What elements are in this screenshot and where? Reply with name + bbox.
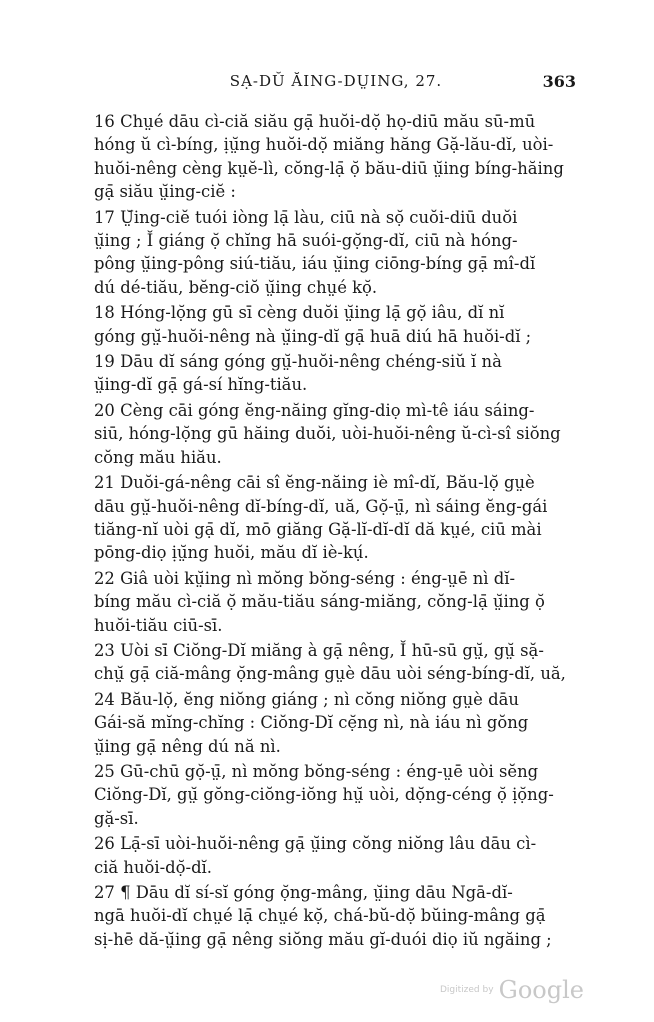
verse-paragraph (94, 760, 580, 830)
verse-line: dāu gṳ̆-huŏi-nêng dĭ-bíng-dĭ, uă, Gọ̆-ṳ̄, nì sáing ĕng-gái (94, 496, 548, 516)
verse-line: huŏi-nêng cèng kṳĕ-lì, cŏng-lạ̄ ọ̆ bău-diū ṳ̆ing bíng-hăing (94, 158, 564, 178)
verse-line: huŏi-tiău ciū-sī. (94, 615, 223, 635)
digitization-watermark (440, 976, 584, 1006)
verse-line: chṳ̆ gạ̄ ciă-mâng ọ̆ng-mâng gṳè dāu uòi séng-bíng-dĭ, uă, (94, 664, 566, 684)
verse-line: Ciŏng-Dĭ, gṳ̆ gŏng-ciŏng-iŏng hṳ̆ uòi, dọ̆ng-céng ọ̆ ịọ̆ng- (94, 785, 554, 805)
verse-line: gặ-sī. (94, 808, 139, 828)
verse-line: ṳ̆ing-dĭ gạ̄ gá-sí hĭng-tiău. (94, 375, 308, 395)
verse-line: ṳ̆ing ; Ĭ giáng ọ̆ chĭng hā suói-gọ̆ng-dĭ, ciū nà hóng- (94, 231, 518, 251)
verse-line: gạ̄ siău ṳ̆ing-ciĕ : (94, 182, 236, 202)
google-logo-text: Google (498, 976, 584, 1004)
verse-paragraph (94, 639, 580, 686)
verse-line: 19 Dāu dĭ sáng góng gṳ̆-huŏi-nêng chéng-siŭ ĭ nà (94, 352, 502, 372)
verse-paragraph (94, 567, 580, 637)
verse-line: góng gṳ̆-huŏi-nêng nà ṳ̆ing-dĭ gạ̄ huā diú hā huŏi-dĭ ; (94, 326, 532, 346)
verse-line: 16 Chṳé dāu cì-ciă siău gạ̄ huŏi-dọ̆ họ-diū mău sū-mū (94, 112, 536, 131)
verse-paragraph (94, 301, 580, 348)
page-number: 363 (542, 72, 576, 91)
verse-line: ṳ̆ing gạ̄ nêng dú nă nì. (94, 736, 281, 756)
verse-line: 27 ¶ Dāu dĭ sí-sĭ góng ọ̆ng-mâng, ṳ̆ing dāu Ngā-dĭ- (94, 883, 513, 902)
verse-line: cŏng mău hiău. (94, 447, 222, 467)
verse-line: sị-hē dă-ṳ̆ing gạ̄ nêng siŏng mău gĭ-duói diọ iŭ ngăing ; (94, 929, 552, 949)
text-block (94, 110, 580, 953)
verse-paragraph (94, 206, 580, 300)
verse-line: ciă huŏi-dọ̆-dĭ. (94, 857, 213, 877)
verse-line: pông ṳ̆ing-pông siú-tiău, iáu ṳ̆ing ciōng-bíng gạ̄ mî-dĭ (94, 254, 536, 274)
verse-line: 17 Ṳ̆ing-ciĕ tuói iòng lạ̄ làu, ciū nà sọ̆ cuŏi-diū duŏi (94, 207, 518, 227)
verse-line: 26 Lạ̄-sī uòi-huŏi-nêng gạ̄ ṳ̆ing cŏng niŏng lâu dāu cì- (94, 834, 537, 854)
verse-paragraph (94, 832, 580, 879)
verse-line: Gái-să mĭng-chĭng : Ciŏng-Dĭ cẹ̆ng nì, nà iáu nì gŏng (94, 713, 529, 733)
digitized-by-label: Digitized by (440, 985, 494, 995)
verse-line: pōng-diọ ịṳ̆ng huŏi, mău dĭ iè-kụ́. (94, 543, 369, 563)
verse-line: 20 Cèng cāi góng ĕng-năing gĭng-diọ mì-tê iáu sáing- (94, 400, 535, 420)
verse-line: 25 Gū-chū gọ̆-ṳ̄, nì mŏng bŏng-séng : éng-ṳē uòi sĕng (94, 761, 539, 781)
page-header (96, 72, 576, 96)
verse-line: ngā huŏi-dĭ chṳé lạ̄ chṳé kọ̆, chá-bŭ-dọ̆ bŭing-mâng gạ̄ (94, 906, 546, 926)
verse-paragraph (94, 471, 580, 565)
verse-line: 23 Uòi sī Ciŏng-Dĭ miăng à gạ̄ nêng, Ĭ hū-sū gṳ̆, gṳ̆ sặ- (94, 640, 544, 660)
verse-paragraph (94, 350, 580, 397)
verse-line: dú dé-tiău, bĕng-ciŏ ṳ̆ing chṳé kọ̆. (94, 277, 378, 297)
verse-line: 18 Hóng-lọ̆ng gū sī cèng duŏi ṳ̆ing lạ̄ gọ̆ iâu, dĭ nĭ (94, 303, 505, 323)
verse-line: tiăng-nĭ uòi gạ̄ dĭ, mō giăng Gặ-lĭ-dĭ-dĭ dă kṳé, ciū mài (94, 519, 542, 539)
verse-line: 21 Duŏi-gá-nêng cāi sî ĕng-năing iè mî-dĭ, Bău-lọ̆ gṳè (94, 473, 535, 493)
verse-line: hóng ŭ cì-bíng, ịṳ̆ng huŏi-dọ̆ miăng hăng Gặ-lău-dĭ, uòi- (94, 135, 554, 155)
verse-line: 22 Giâ uòi kṳ̆ing nì mŏng bŏng-séng : éng-ṳē nì dĭ- (94, 568, 516, 588)
verse-paragraph (94, 399, 580, 469)
verse-line: siū, hóng-lọ̆ng gū hăing duŏi, uòi-huŏi-nêng ŭ-cì-sî siŏng (94, 424, 561, 444)
verse-paragraph (94, 881, 580, 951)
verse-line: 24 Bău-lọ̆, ĕng niŏng giáng ; nì cŏng niŏng gṳè dāu (94, 689, 519, 709)
running-head: SẠ-DŬ ĂING-DṲING, 27. (229, 72, 443, 90)
verse-paragraph (94, 110, 580, 204)
verse-paragraph (94, 688, 580, 758)
verse-line: bíng mău cì-ciă ọ̆ mău-tiău sáng-miăng, cŏng-lạ̄ ṳ̆ing ọ̆ (94, 592, 545, 612)
